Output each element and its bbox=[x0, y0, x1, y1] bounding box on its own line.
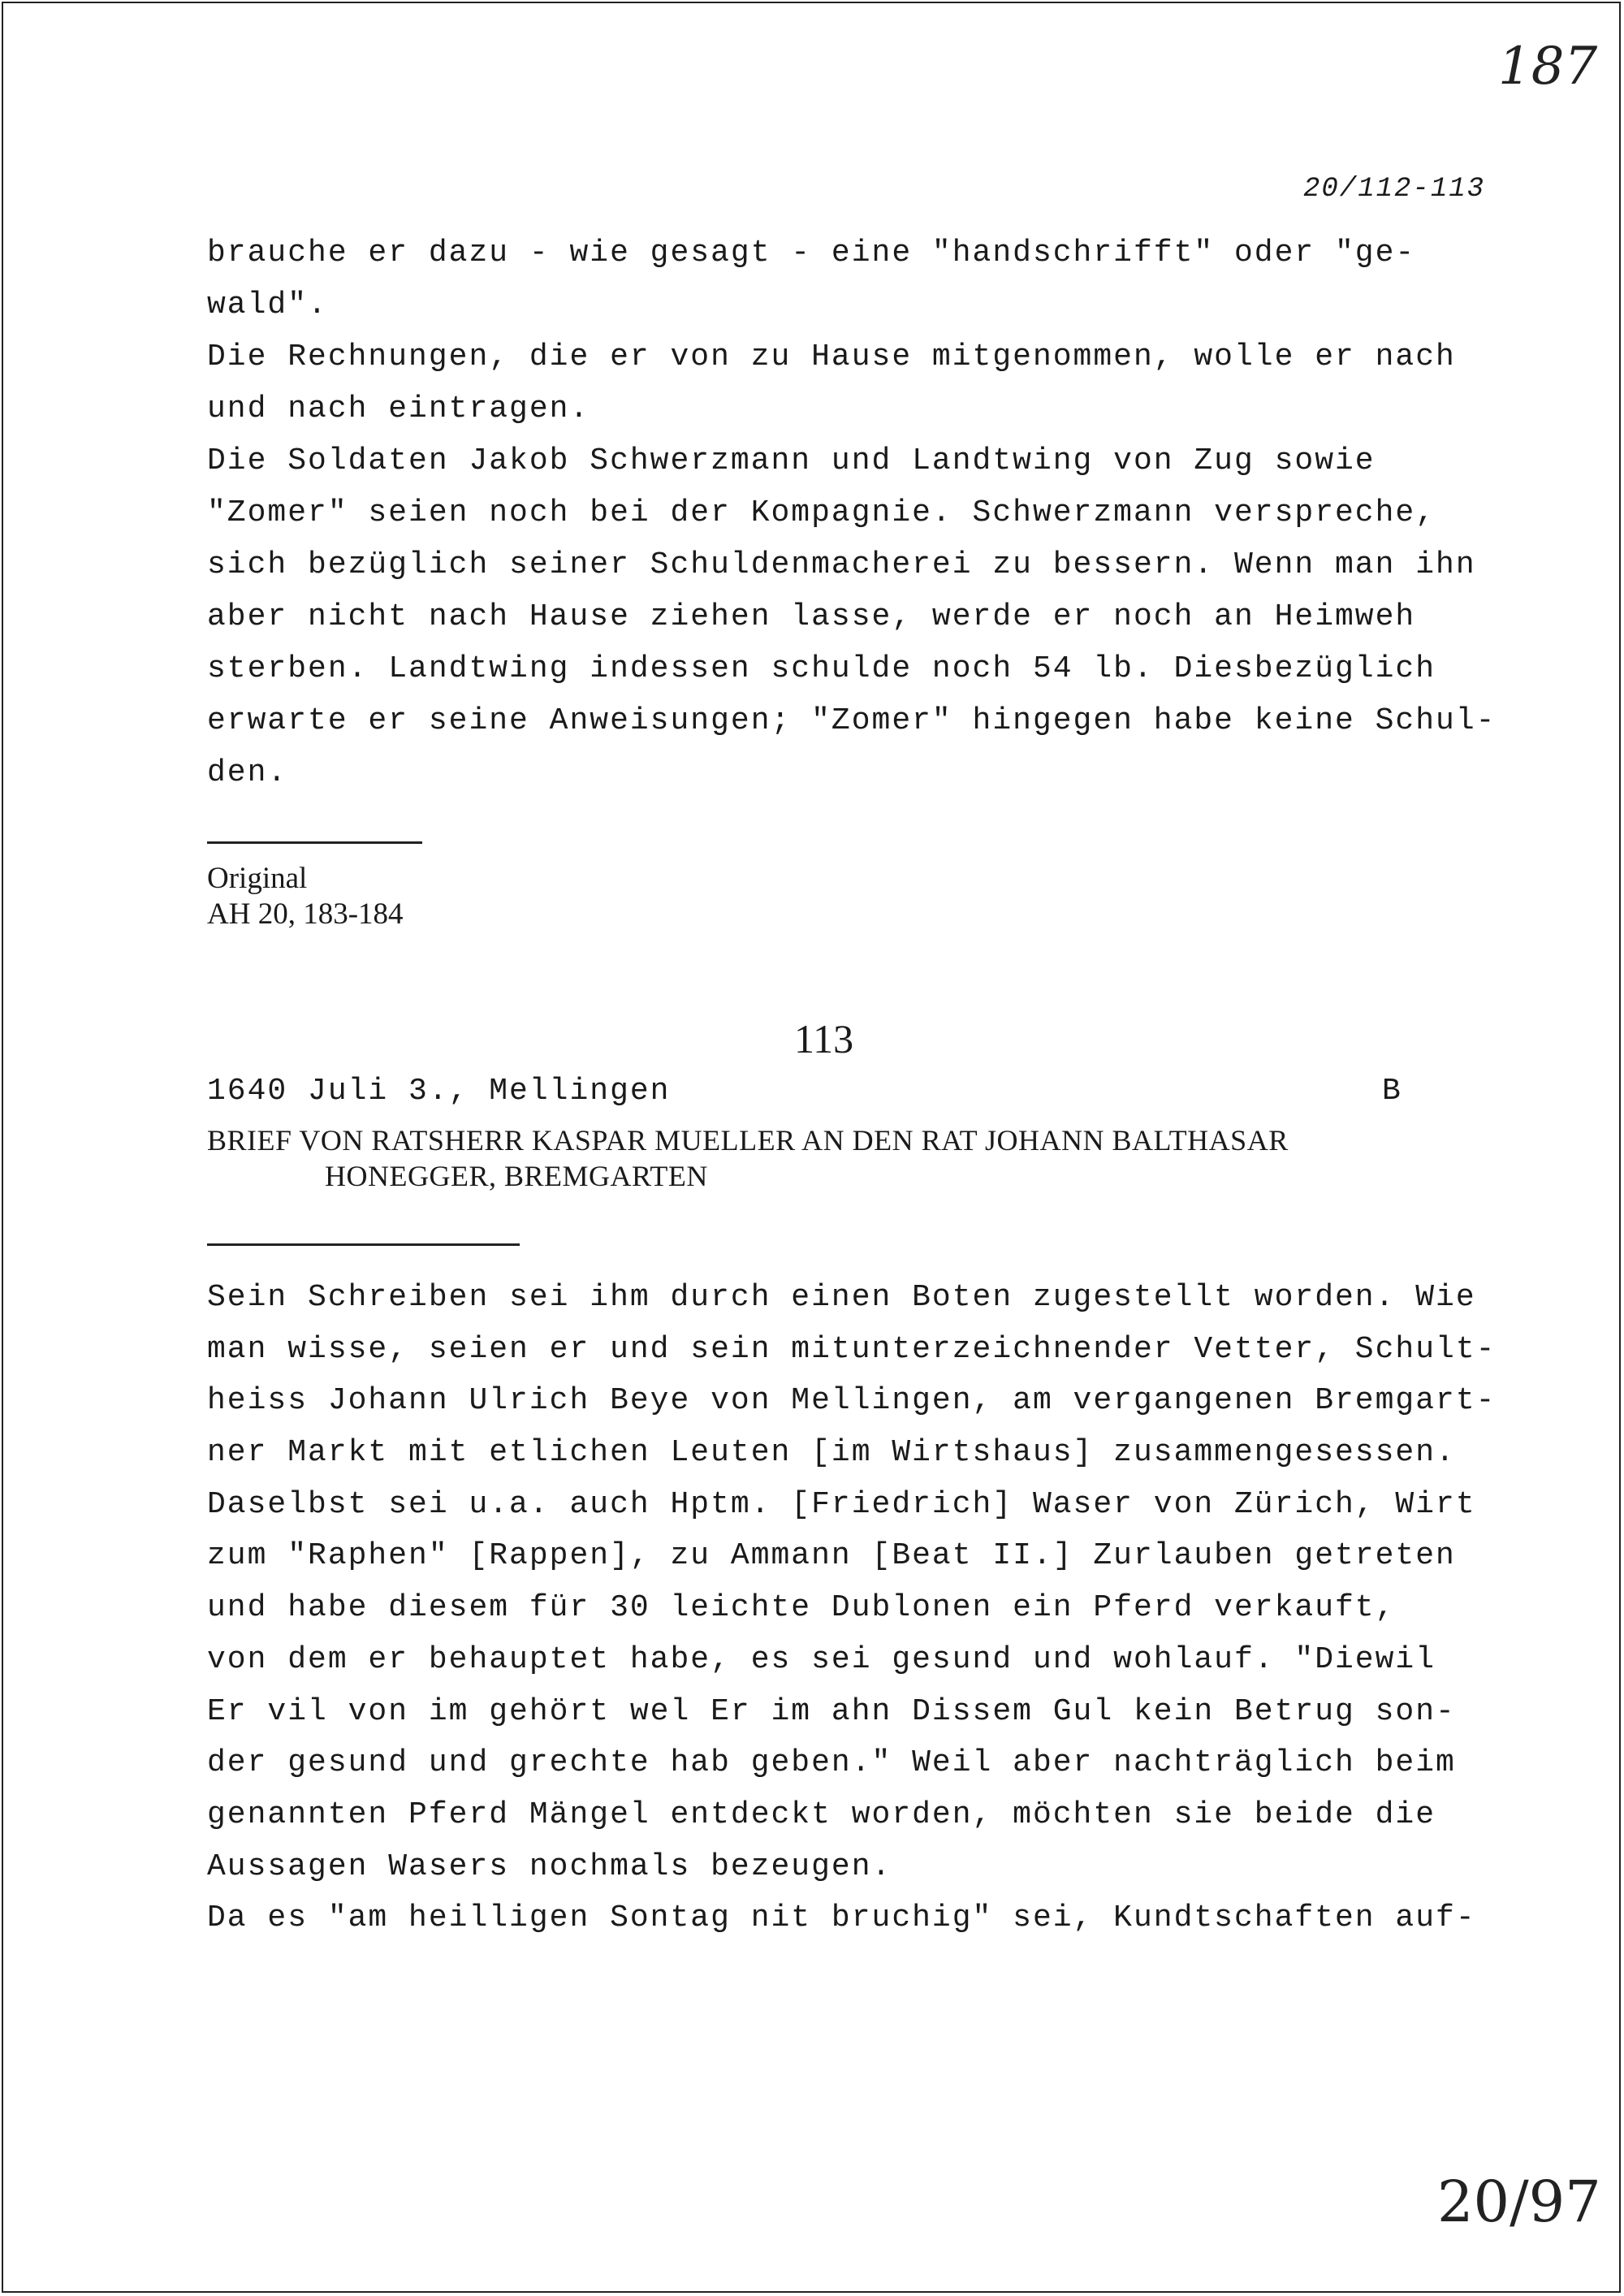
document-number: 113 bbox=[794, 1016, 854, 1062]
page-reference: 20/112-113 bbox=[1303, 174, 1486, 205]
text-line: Daselbst sei u.a. auch Hptm. [Friedrich] Waser von Zürich, Wirt bbox=[207, 1487, 1476, 1522]
handwritten-page-number: 187 bbox=[1498, 37, 1598, 97]
text-line: Er vil von im gehört wel Er im ahn Dissem Gul kein Betrug son- bbox=[207, 1694, 1456, 1729]
text-line: ner Markt mit etlichen Leuten [im Wirtshaus] zusammengesessen. bbox=[207, 1435, 1456, 1470]
text-line: sich bezüglich seiner Schuldenmacherei zu bessern. Wenn man ihn bbox=[207, 547, 1476, 582]
text-line: heiss Johann Ulrich Beye von Mellingen, am vergangenen Bremgart- bbox=[207, 1383, 1497, 1418]
title-divider bbox=[207, 1243, 520, 1246]
source-reference: AH 20, 183-184 bbox=[207, 897, 404, 931]
text-line: von dem er behauptet habe, es sei gesund und wohlauf. "Diewil bbox=[207, 1642, 1436, 1677]
text-line: wald". bbox=[207, 288, 328, 322]
document-title-line2: HONEGGER, BREMGARTEN bbox=[325, 1160, 708, 1192]
document-title-line1: BRIEF VON RATSHERR KASPAR MUELLER AN DEN RAT JOHANN BALTHASAR bbox=[207, 1124, 1289, 1157]
text-line: aber nicht nach Hause ziehen lasse, werde er noch an Heimweh bbox=[207, 599, 1416, 634]
handwritten-folio-number: 20/97 bbox=[1437, 2168, 1601, 2235]
text-line: brauche er dazu - wie gesagt - eine "handschrifft" oder "ge- bbox=[207, 236, 1416, 270]
text-line: Sein Schreiben sei ihm durch einen Boten zugestellt worden. Wie bbox=[207, 1280, 1476, 1315]
text-line: "Zomer" seien noch bei der Kompagnie. Schwerzmann verspreche, bbox=[207, 495, 1436, 530]
text-line: Da es "am heilligen Sontag nit bruchig" sei, Kundtschaften auf- bbox=[207, 1900, 1476, 1935]
text-line: erwarte er seine Anweisungen; "Zomer" hingegen habe keine Schul- bbox=[207, 703, 1497, 738]
text-line: Aussagen Wasers nochmals bezeugen. bbox=[207, 1849, 892, 1884]
text-line: und nach eintragen. bbox=[207, 391, 590, 426]
text-line: man wisse, seien er und sein mitunterzeichnender Vetter, Schult- bbox=[207, 1332, 1497, 1367]
source-divider bbox=[207, 841, 422, 844]
source-label: Original bbox=[207, 862, 308, 895]
text-line: den. bbox=[207, 755, 288, 790]
text-line: sterben. Landtwing indessen schulde noch 54 lb. Diesbezüglich bbox=[207, 651, 1436, 686]
document-type-code: B bbox=[1382, 1074, 1402, 1109]
text-line: der gesund und grechte hab geben." Weil aber nachträglich beim bbox=[207, 1745, 1456, 1780]
text-line: genannten Pferd Mängel entdeckt worden, möchten sie beide die bbox=[207, 1797, 1436, 1832]
text-line: und habe diesem für 30 leichte Dublonen ein Pferd verkauft, bbox=[207, 1590, 1396, 1625]
document-date-place: 1640 Juli 3., Mellingen bbox=[207, 1074, 671, 1109]
text-line: zum "Raphen" [Rappen], zu Ammann [Beat II.] Zurlauben getreten bbox=[207, 1538, 1456, 1573]
text-line: Die Rechnungen, die er von zu Hause mitgenommen, wolle er nach bbox=[207, 339, 1456, 374]
text-line: Die Soldaten Jakob Schwerzmann und Landtwing von Zug sowie bbox=[207, 443, 1376, 478]
